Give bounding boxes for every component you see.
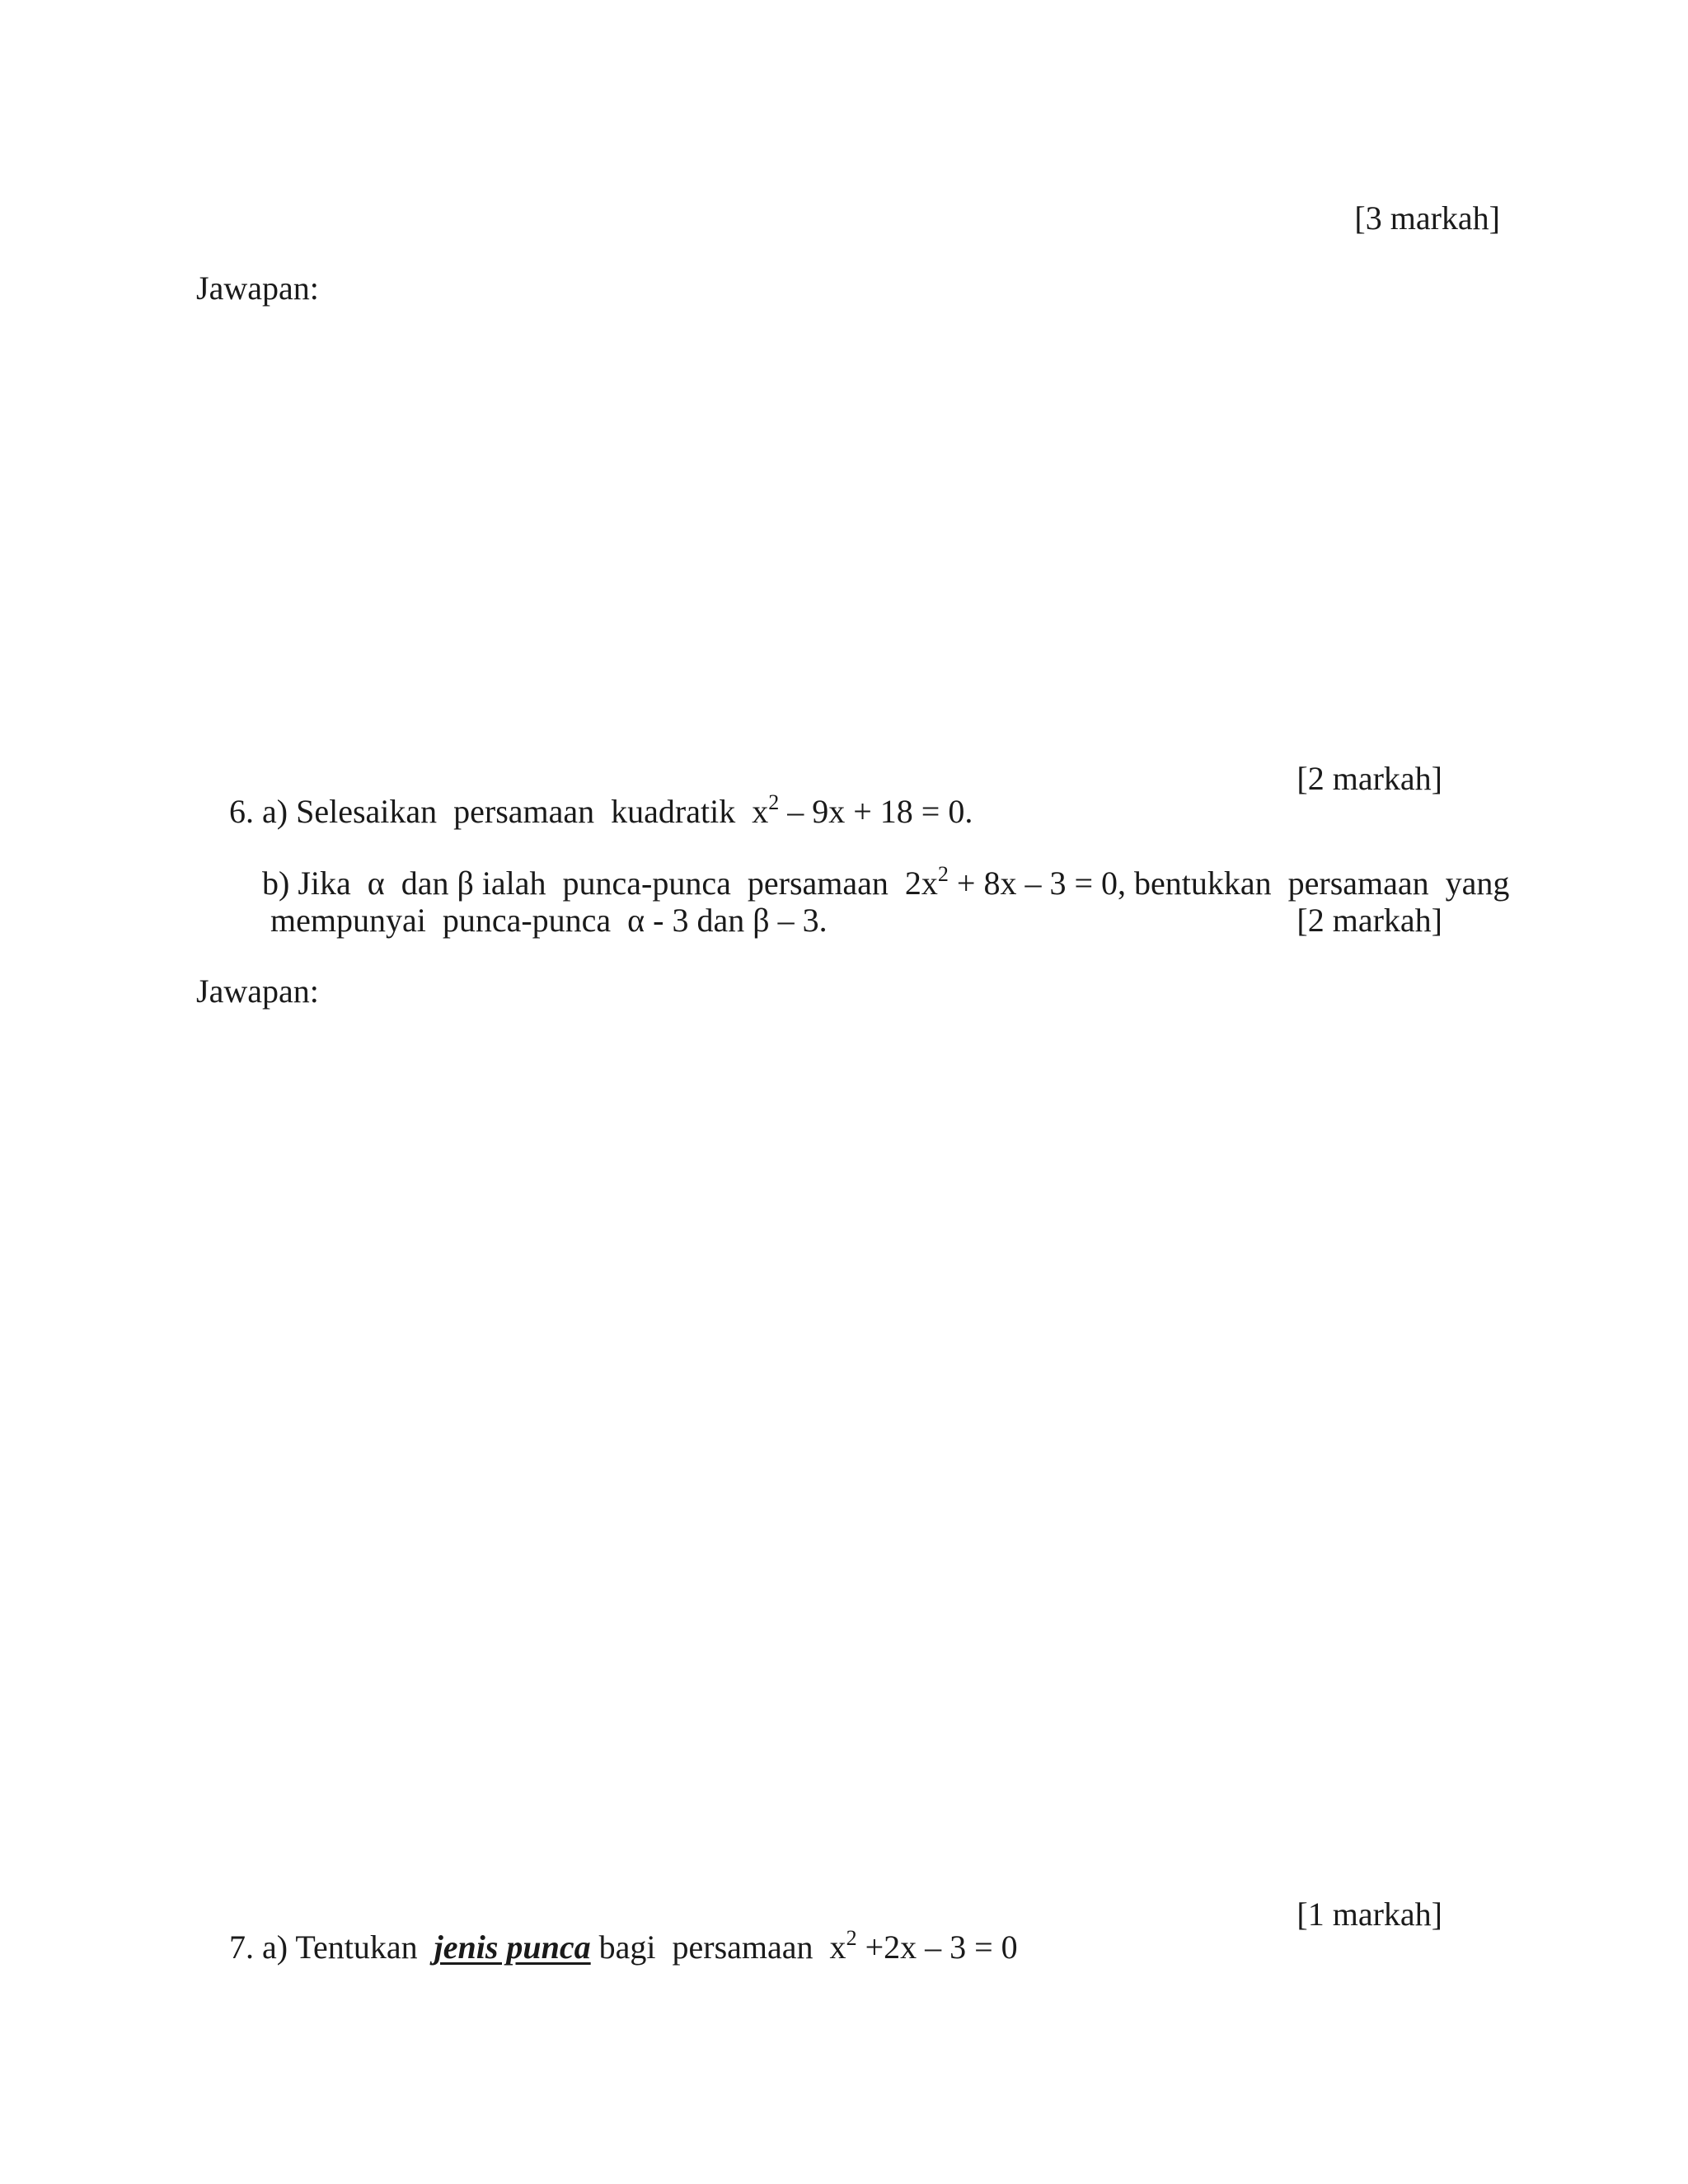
answer-label: Jawapan: bbox=[196, 269, 319, 307]
answer-label: Jawapan: bbox=[196, 972, 319, 1010]
exponent: 2 bbox=[937, 862, 949, 886]
marks-label-top: [3 markah] bbox=[1354, 199, 1500, 237]
marks-label-6a: [2 markah] bbox=[1296, 760, 1442, 797]
exponent: 2 bbox=[846, 1926, 857, 1950]
question-6a-equation-tail: – 9x + 18 = 0. bbox=[779, 793, 973, 830]
question-6a-text: 6. a) Selesaikan persamaan kuadratik x bbox=[229, 793, 769, 830]
marks-label-7a: [1 markah] bbox=[1296, 1896, 1442, 1933]
marks-label-6b: [2 markah] bbox=[1296, 902, 1442, 939]
question-7a bbox=[196, 1898, 1018, 1997]
question-7a-equation-tail: +2x – 3 = 0 bbox=[856, 1929, 1018, 1966]
exponent: 2 bbox=[768, 790, 780, 814]
question-6b-text: b) Jika α dan β ialah punca-punca persamaan 2x bbox=[262, 865, 938, 902]
question-7a-text-mid: bagi persamaan x bbox=[590, 1929, 846, 1966]
question-6b-equation-tail: + 8x – 3 = 0, bentukkan persamaan yang bbox=[948, 865, 1510, 902]
question-7a-text: 7. a) Tentukan bbox=[229, 1929, 434, 1966]
question-6b-line2: mempunyai punca-punca α - 3 dan β – 3. bbox=[270, 902, 828, 939]
emphasis-jenis-punca: jenis punca bbox=[434, 1929, 591, 1966]
